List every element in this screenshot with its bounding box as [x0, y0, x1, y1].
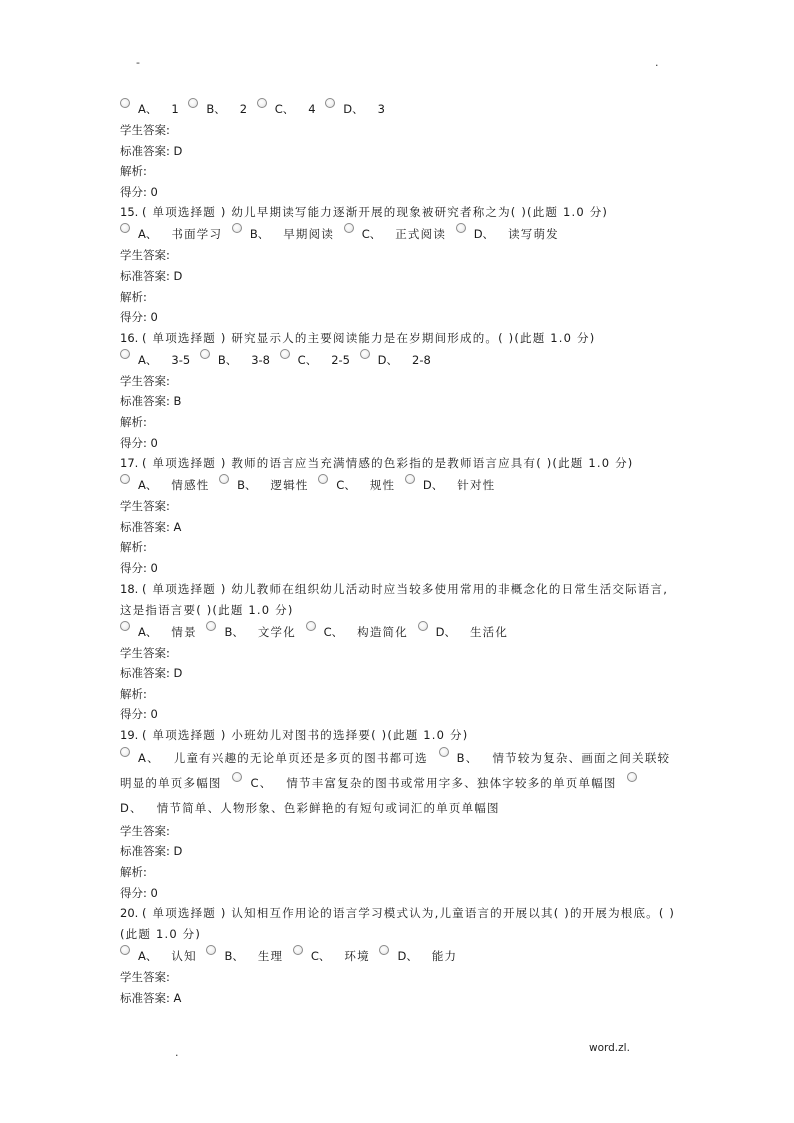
option-d[interactable]: D、 能力	[379, 949, 463, 963]
student-answer: 学生答案:	[120, 970, 170, 985]
option-c[interactable]: C、 规性	[318, 478, 401, 492]
radio-icon[interactable]	[344, 223, 354, 233]
radio-icon[interactable]	[325, 98, 335, 108]
option-a[interactable]: A、 儿童有兴趣的无论单页还是多页的图书都可选	[120, 751, 434, 765]
radio-icon[interactable]	[405, 474, 415, 484]
header-left-mark: -	[136, 56, 140, 69]
question-stem: 18. ( 单项选择题 ) 幼儿教师在组织幼儿活动时应当较多使用常用的非概念化的日常生活交际语言,这是指语言要( )(此题 1.0 分)	[120, 581, 669, 617]
radio-icon[interactable]	[306, 621, 316, 631]
radio-icon[interactable]	[379, 945, 389, 955]
options-row	[120, 474, 680, 496]
standard-answer: 标准答案: A	[120, 990, 182, 1005]
standard-answer: 标准答案: A	[120, 519, 182, 534]
radio-icon[interactable]	[280, 349, 290, 359]
option-c[interactable]: C、 构造简化	[306, 625, 414, 639]
student-answer: 学生答案:	[120, 823, 170, 838]
radio-icon[interactable]	[120, 945, 130, 955]
option-d[interactable]: D、 生活化	[418, 625, 514, 639]
score: 得分: 0	[120, 435, 158, 450]
option-b[interactable]: B、 文学化	[206, 625, 302, 639]
standard-answer: 标准答案: B	[120, 394, 182, 409]
analysis: 解析:	[120, 686, 147, 701]
options-row	[120, 621, 680, 643]
option-b[interactable]: B、 情节较为复杂、画面之间关联较明显的单页多幅图	[120, 751, 670, 790]
student-answer: 学生答案:	[120, 123, 170, 137]
question-stem: 17. ( 单项选择题 ) 教师的语言应当充满情感的色彩指的是教师语言应具有( )(此题 1.0 分)	[120, 456, 634, 471]
question-stem: 16. ( 单项选择题 ) 研究显示人的主要阅读能力是在岁期间形成的。( )(此题 1.0 分)	[120, 330, 596, 345]
radio-icon[interactable]	[120, 474, 130, 484]
question-stem: 20. ( 单项选择题 ) 认知相互作用论的语言学习模式认为,儿童语言的开展以其( )的开展为根底。( )(此题 1.0 分)	[120, 906, 676, 942]
standard-answer: 标准答案: D	[120, 143, 183, 158]
analysis: 解析:	[120, 865, 147, 880]
radio-icon[interactable]	[232, 223, 242, 233]
analysis: 解析:	[120, 414, 147, 429]
option-b[interactable]: B、 3-8	[200, 353, 276, 367]
option-d[interactable]: D、 读写萌发	[456, 227, 565, 241]
options-row	[120, 223, 680, 245]
radio-icon[interactable]	[219, 474, 229, 484]
radio-icon[interactable]	[360, 349, 370, 359]
student-answer: 学生答案:	[120, 499, 170, 514]
option-d[interactable]: D、 2-8	[360, 353, 437, 367]
standard-answer: 标准答案: D	[120, 666, 183, 681]
question-stem: 19. ( 单项选择题 ) 小班幼儿对图书的选择要( )(此题 1.0 分)	[120, 727, 469, 742]
radio-icon[interactable]	[439, 747, 449, 757]
score: 得分: 0	[120, 885, 158, 900]
option-c[interactable]: C、 环境	[293, 949, 376, 963]
option-a[interactable]: A、 认知	[120, 949, 203, 963]
score: 得分: 0	[120, 310, 158, 325]
options-row	[120, 945, 680, 967]
footer-text: word.zl.	[589, 1042, 630, 1054]
radio-icon[interactable]	[120, 747, 130, 757]
radio-icon[interactable]	[188, 98, 198, 108]
option-a[interactable]: A、 1	[120, 102, 185, 116]
score: 得分: 0	[120, 184, 158, 199]
exam-content	[120, 98, 680, 1008]
radio-icon[interactable]	[200, 349, 210, 359]
option-b[interactable]: B、 逻辑性	[219, 478, 315, 492]
radio-icon[interactable]	[418, 621, 428, 631]
footer-left-mark: .	[175, 1046, 179, 1059]
student-answer: 学生答案:	[120, 248, 170, 263]
option-a[interactable]: A、 情景	[120, 625, 203, 639]
option-b[interactable]: B、 生理	[206, 949, 289, 963]
radio-icon[interactable]	[120, 223, 130, 233]
option-b[interactable]: B、 2	[188, 102, 253, 116]
option-c[interactable]: C、 4	[257, 102, 322, 116]
analysis: 解析:	[120, 289, 147, 304]
option-a[interactable]: A、 书面学习	[120, 227, 228, 241]
radio-icon[interactable]	[120, 621, 130, 631]
standard-answer: 标准答案: D	[120, 844, 183, 859]
option-b[interactable]: B、 早期阅读	[232, 227, 340, 241]
radio-icon[interactable]	[120, 98, 130, 108]
radio-icon[interactable]	[318, 474, 328, 484]
radio-icon[interactable]	[627, 772, 637, 782]
analysis: 解析:	[120, 540, 147, 555]
radio-icon[interactable]	[232, 772, 242, 782]
question-stem: 15. ( 单项选择题 ) 幼儿早期读写能力逐渐开展的现象被研究者称之为( )(此题 1.0 分)	[120, 205, 609, 220]
option-c[interactable]: C、 2-5	[280, 353, 356, 367]
radio-icon[interactable]	[456, 223, 466, 233]
student-answer: 学生答案:	[120, 645, 170, 660]
radio-icon[interactable]	[257, 98, 267, 108]
standard-answer: 标准答案: D	[120, 268, 183, 283]
options-row	[120, 98, 680, 120]
student-answer: 学生答案:	[120, 373, 170, 388]
option-c[interactable]: C、 情节丰富复杂的图书或常用字多、独体字较多的单页单幅图	[232, 776, 622, 790]
option-d[interactable]: D、 3	[325, 102, 391, 116]
radio-icon[interactable]	[120, 349, 130, 359]
header-right-mark: .	[655, 56, 659, 69]
option-a[interactable]: A、 情感性	[120, 478, 215, 492]
options-row	[120, 746, 680, 821]
option-d[interactable]: D、 针对性	[405, 478, 501, 492]
option-a[interactable]: A、 3-5	[120, 353, 196, 367]
analysis: 解析:	[120, 164, 147, 179]
option-c[interactable]: C、 正式阅读	[344, 227, 452, 241]
options-row	[120, 349, 680, 371]
score: 得分: 0	[120, 707, 158, 722]
radio-icon[interactable]	[293, 945, 303, 955]
score: 得分: 0	[120, 560, 158, 575]
radio-icon[interactable]	[206, 945, 216, 955]
radio-icon[interactable]	[206, 621, 216, 631]
option-d[interactable]: D、 情节简单、人物形象、色彩鲜艳的有短句或词汇的单页单幅图	[120, 776, 645, 815]
